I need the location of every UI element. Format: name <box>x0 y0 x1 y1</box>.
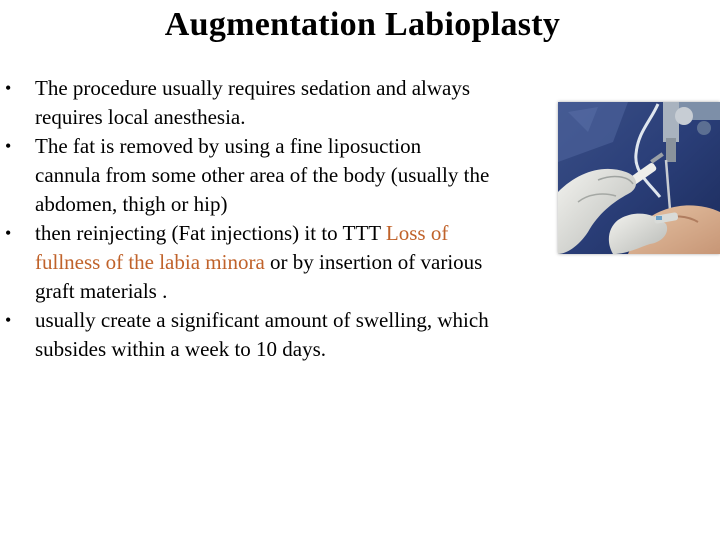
bullet-text: usually create a significant amount of swelling, which subsides within a week to 10 days. <box>35 308 489 361</box>
bullet-item <box>0 219 490 306</box>
bullet-text: The fat is removed by using a fine liposuction cannula from some other area of the body (usually the abdomen, thigh or hip) <box>35 134 490 216</box>
bullet-text: The procedure usually requires sedation and always requires local anesthesia. <box>35 76 471 129</box>
slide-title: Augmentation Labioplasty <box>164 6 561 43</box>
bullet-text-start: then reinjecting (Fat injections) it to TTT <box>35 221 386 245</box>
bullet-item <box>0 306 490 364</box>
bullet-icon: • <box>5 78 12 98</box>
bullet-item <box>0 132 490 219</box>
procedure-photo-icon <box>558 102 720 254</box>
bullet-item <box>0 74 490 132</box>
bullet-list <box>0 74 490 364</box>
bullet-text-end: or by insertion of various graft materials . <box>35 250 483 303</box>
procedure-photo <box>558 102 720 254</box>
bullet-icon: • <box>5 223 12 243</box>
bullet-icon: • <box>5 136 12 156</box>
bullet-icon: • <box>5 310 12 330</box>
highlighted-text: Loss of fullness of the labia minora <box>35 221 449 274</box>
